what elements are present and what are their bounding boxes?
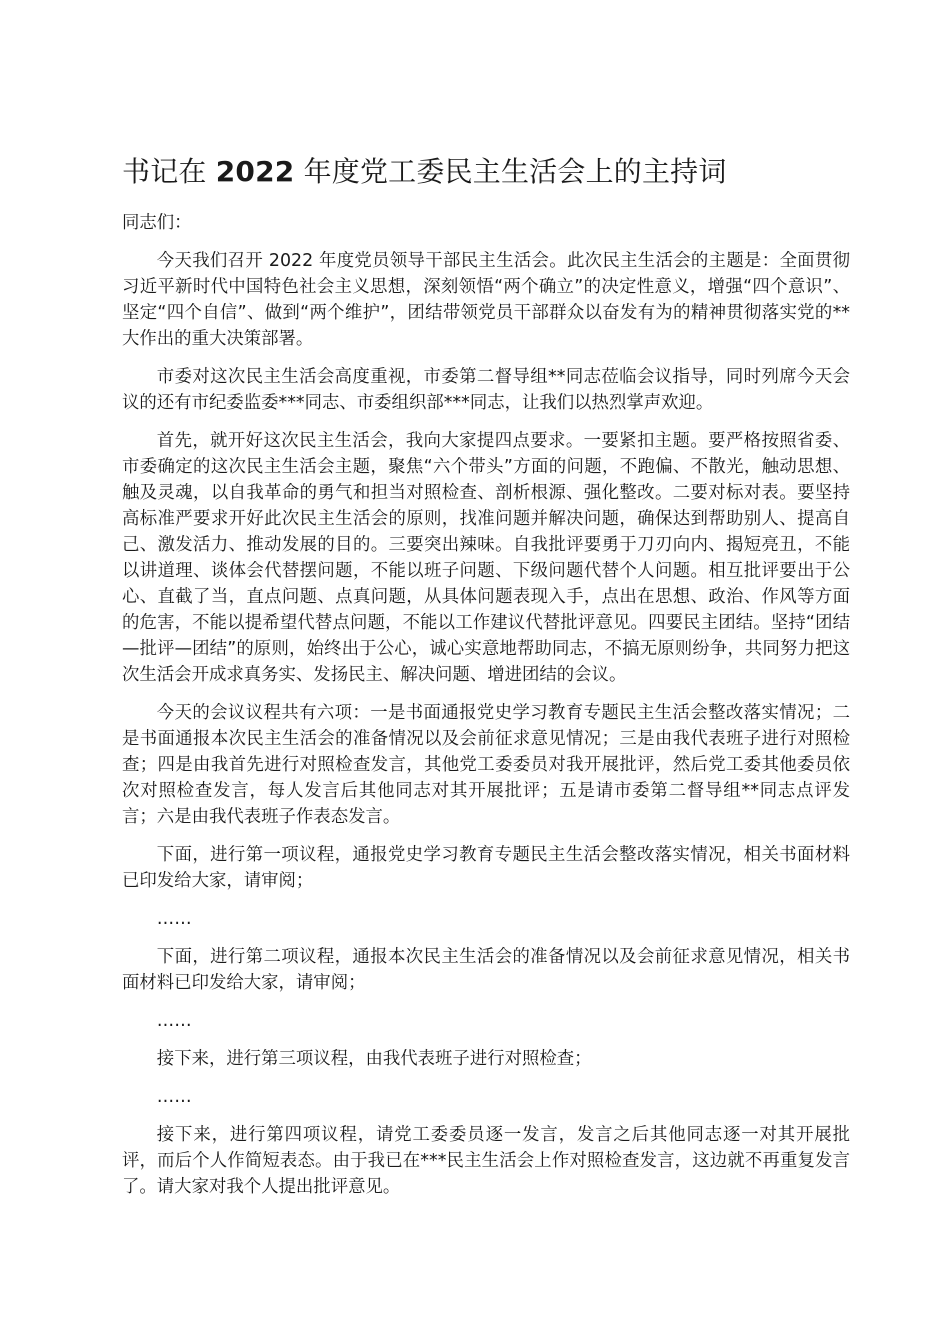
greeting: 同志们： [122, 213, 192, 233]
paragraph-item-1: 下面，进行第一项议程，通报党史学习教育专题民主生活会整改落实情况，相关书面材料已印发给大家，请审阅； [122, 845, 850, 891]
title-suffix: 年度党工委民主生活会上的主持词 [303, 155, 727, 188]
paragraph-item-3: 接下来，进行第三项议程，由我代表班子进行对照检查； [156, 1049, 592, 1069]
paragraph-requirements: 首先，就开好这次民主生活会，我向大家提四点要求。一要紧扣主题。要严格按照省委、市委确定的这次民主生活会主题，聚焦“六个带头”方面的问题，不跑偏、不散光，触动思想、触及灵魂，以自我革命的勇气和担当对照检查、剖析根源、强化整改。二要对标对表。要坚持高标准严要求开好此次民主生活会的原则，找准问题并解决问题，确保达到帮助别人、提高自己、激发活力、推动发展的目的。三要突出辣味。自我批评要勇于刀刃向内、揭短亮丑，不能以讲道理、谈体会代替摆问题，不能以班子问题、下级问题代替个人问题。相互批评要出于公心、直截了当，直点问题、点真问题，从具体问题表现入手，点出在思想、政治、作风等方面的危害，不能以提希望代替点问题，不能以工作建议代替批评意见。四要民主团结。坚持“团结—批评—团结”的原则，始终出于公心，诚心实意地帮助同志，不搞无原则纷争，共同努力把这次生活会开成求真务实、发扬民主、解决问题、增进团结的会议。 [122, 431, 850, 685]
paragraph-opening: 今天我们召开 2022 年度党员领导干部民主生活会。此次民主生活会的主题是：全面贯彻习近平新时代中国特色社会主义思想，深刻领悟“两个确立”的决定性意义，增强“四个意识”、坚定“四个自信”、做到“两个维护”，团结带领党员干部群众以奋发有为的精神贯彻落实党的**大作出的重大决策部署。 [122, 251, 850, 349]
paragraph-item-4: 接下来，进行第四项议程，请党工委委员逐一发言，发言之后其他同志逐一对其开展批评，而后个人作简短表态。由于我已在***民主生活会上作对照检查发言，这边就不再重复发言了。请大家对我个人提出批评意见。 [122, 1125, 850, 1197]
title-prefix: 书记在 [122, 155, 207, 188]
paragraph-ellipsis: …… [156, 909, 192, 929]
paragraph-welcome: 市委对这次民主生活会高度重视，市委第二督导组**同志莅临会议指导，同时列席今天会议的还有市纪委监委***同志、市委组织部***同志，让我们以热烈掌声欢迎。 [122, 367, 850, 413]
paragraph-agenda: 今天的会议议程共有六项：一是书面通报党史学习教育专题民主生活会整改落实情况；二是书面通报本次民主生活会的准备情况以及会前征求意见情况；三是由我代表班子进行对照检查；四是由我首先进行对照检查发言，其他党工委委员对我开展批评，然后党工委其他委员依次对照检查发言，每人发言后其他同志对其开展批评；五是请市委第二督导组**同志点评发言；六是由我代表班子作表态发言。 [122, 703, 850, 827]
title-year: 2022 [215, 155, 295, 188]
document-body [122, 210, 850, 1212]
document-title [122, 152, 727, 192]
paragraph-ellipsis: …… [156, 1011, 192, 1031]
paragraph-item-2: 下面，进行第二项议程，通报本次民主生活会的准备情况以及会前征求意见情况，相关书面材料已印发给大家，请审阅； [122, 947, 850, 993]
paragraph-ellipsis: …… [156, 1087, 192, 1107]
